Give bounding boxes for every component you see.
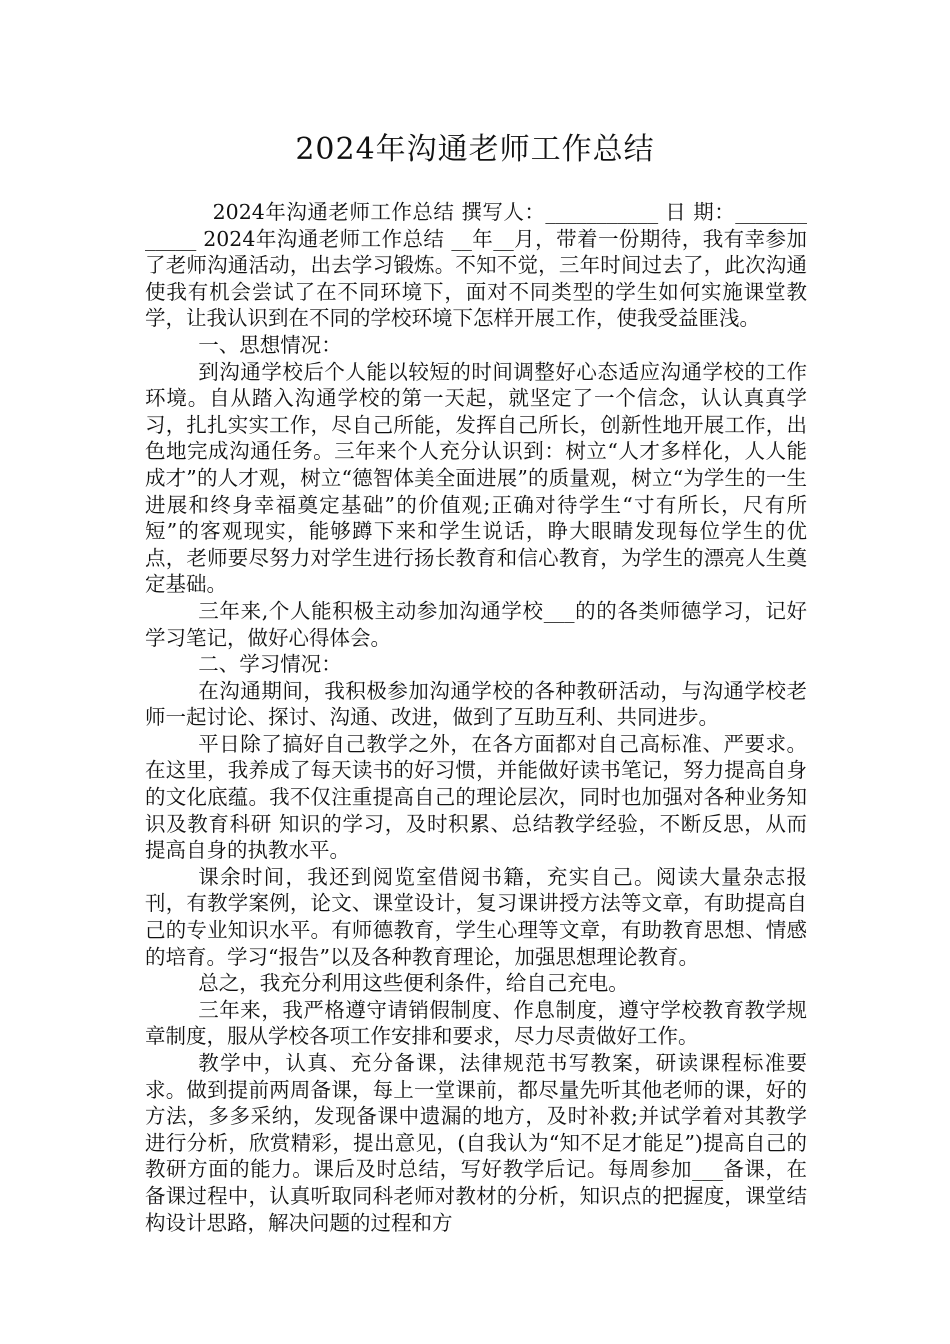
paragraph-self-improvement: 平日除了搞好自己教学之外，在各方面都对自己高标准、严要求。在这里，我养成了每天读书的好习惯，并能做好读书笔记，努力提高自身的文化底蕴。我不仅注重提高自己的理论层次，同时也加强对各种业务知识及教育科研 知识的学习，及时积累、总结教学经验，不断反思，从而提高自身的执教水平。: [145, 731, 807, 863]
paragraph-research: 在沟通期间，我积极参加沟通学校的各种教研活动，与沟通学校老师一起讨论、探讨、沟通、改进，做到了互助互利、共同进步。: [145, 678, 807, 730]
paragraph-discipline: 三年来，我严格遵守请销假制度、作息制度，遵守学校教育教学规章制度，服从学校各项工作安排和要求，尽力尽责做好工作。: [145, 997, 807, 1049]
paragraph-reading: 课余时间，我还到阅览室借阅书籍，充实自己。阅读大量杂志报刊，有教学案例，论文、课堂设计，复习课讲授方法等文章，有助提高自己的专业知识水平。有师德教育，学生心理等文章，有助教育思想、情感的培育。学习“报告”以及各种教育理论，加强思想理论教育。: [145, 864, 807, 969]
document-body: [145, 199, 807, 1236]
section-heading-study: 二、学习情况：: [198, 652, 342, 677]
paragraph-intro: 2024年沟通老师工作总结 撰写人：___________ 日 期：____________ 2024年沟通老师工作总结 __年__月，带着一份期待，我有幸参加了老师沟通活动，出去学习锻炼。不知不觉，三年时间过去了，此次沟通使我有机会尝试了在不同环境下，面对不同类型的学生如何实施课堂教学，让我认识到在不同的学校环境下怎样开展工作，使我受益匪浅。: [145, 200, 807, 331]
section-heading-thought: 一、思想情况：: [198, 332, 342, 357]
paragraph-thought: 到沟通学校后个人能以较短的时间调整好心态适应沟通学校的工作环境。自从踏入沟通学校的第一天起，就坚定了一个信念，认认真真学习，扎扎实实工作，尽自己所能，发挥自己所长，创新性地开展工作，出色地完成沟通任务。三年来个人充分认识到：树立“人才多样化，人人能成才”的人才观，树立“德智体美全面进展”的质量观，树立“为学生的一生进展和终身幸福奠定基础”的价值观;正确对待学生“寸有所长，尺有所短”的客观现实，能够蹲下来和学生说话，睁大眼睛发现每位学生的优点，老师要尽努力对学生进行扬长教育和信心教育，为学生的漂亮人生奠定基础。: [145, 359, 807, 597]
paragraph-ethics-study: 三年来,个人能积极主动参加沟通学校___的的各类师德学习，记好学习笔记，做好心得体会。: [145, 598, 807, 650]
paragraph-teaching: 教学中，认真、充分备课，法律规范书写教案，研读课程标准要求。做到提前两周备课，每上一堂课前，都尽量先听其他老师的课，好的方法，多多采纳，发现备课中遗漏的地方，及时补救;并试学着对其教学进行分析，欣赏精彩，提出意见，(自我认为“知不足才能足”)提高自己的教研方面的能力。课后及时总结，写好教学后记。每周参加___备课，在备课过程中，认真听取同科老师对教材的分析，知识点的把握度，课堂结构设计思路，解决问题的过程和方: [145, 1051, 807, 1235]
paragraph-summary: 总之，我充分利用这些便利条件，给自己充电。: [198, 971, 629, 996]
document-title: 2024年沟通老师工作总结: [295, 132, 655, 167]
